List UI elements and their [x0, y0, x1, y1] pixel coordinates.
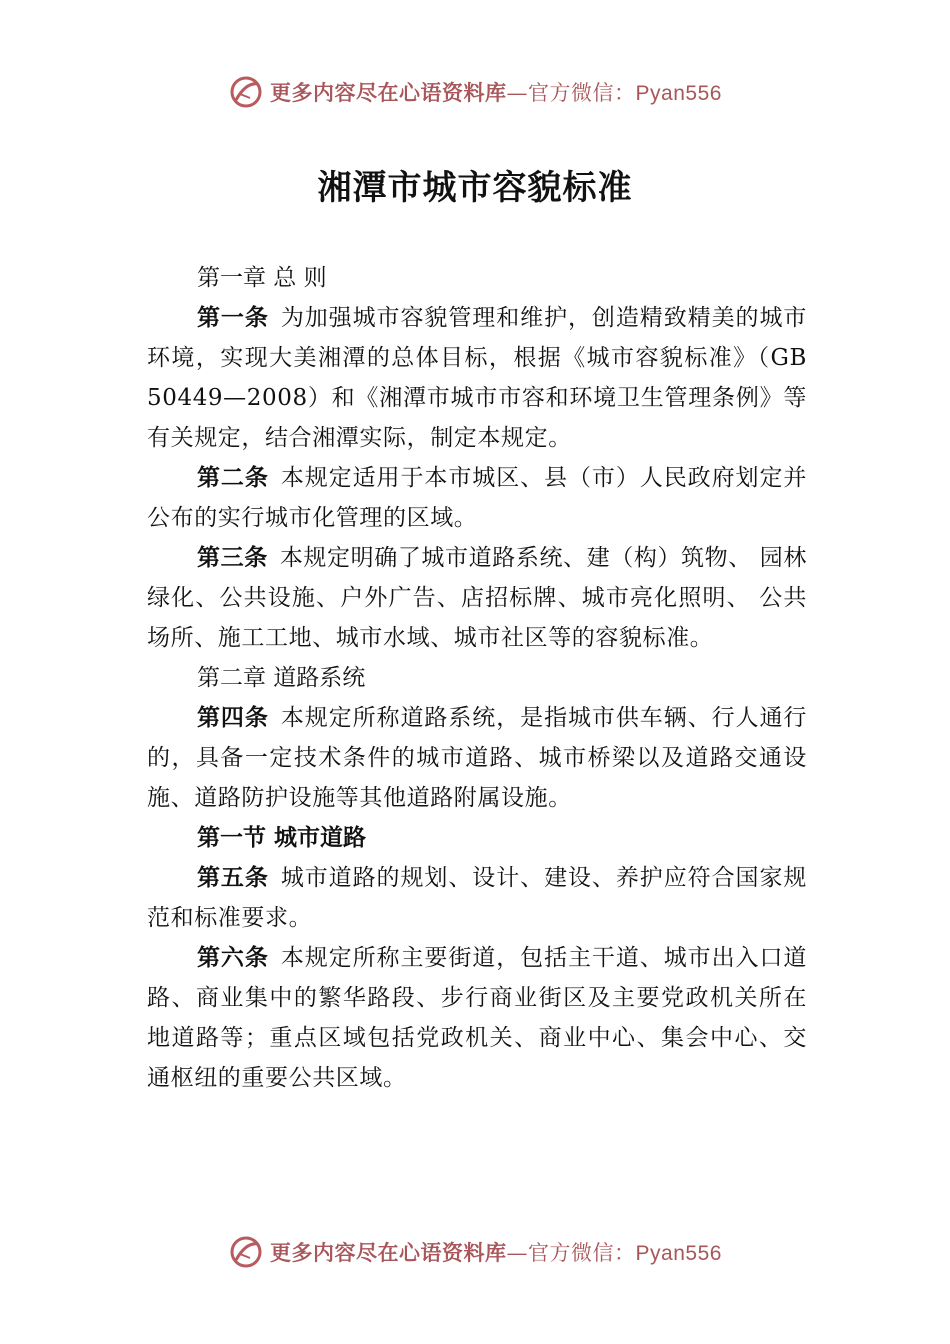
banner-wechat-id: Pyan556: [635, 1242, 722, 1265]
article-text: 本规定明确了城市道路系统、建（构）筑物、 园林绿化、公共设施、户外广告、店招标牌、城市亮化照明、 公共场所、施工工地、城市水域、城市社区等的容貌标准。: [147, 545, 807, 651]
banner-separator: —: [506, 1241, 529, 1265]
article-label: 第三条: [197, 544, 268, 571]
banner-wechat-label: 官方微信：: [528, 81, 636, 105]
banner-wechat-label: 官方微信：: [528, 1241, 636, 1265]
article-text: 为加强城市容貌管理和维护，创造精致精美的城市环境，实现大美湘潭的总体目标，根据《城市容貌标准》（GB 50449—2008）和《湘潭市城市市容和环境卫生管理条例》等有关规定，结合湘潭实际，制定本规定。: [147, 305, 807, 451]
banner-separator: —: [506, 81, 529, 105]
article-paragraph: [147, 698, 807, 818]
article-text: 本规定所称主要街道，包括主干道、城市出入口道路、商业集中的繁华路段、步行商业街区及主要党政机关所在地道路等；重点区域包括党政机关、商业中心、集会中心、交通枢纽的重要公共区域。: [147, 945, 807, 1091]
chapter-heading: 第二章 道路系统: [197, 665, 366, 691]
article-label: 第二条: [197, 464, 269, 491]
article-paragraph: [147, 538, 807, 658]
document-title: 湘潭市城市容貌标准: [317, 168, 633, 208]
banner-main-text: 更多内容尽在心语资料库: [270, 80, 507, 105]
article-label: 第五条: [197, 864, 269, 891]
ink-brush-logo-icon: [228, 74, 264, 110]
article-label: 第一条: [197, 304, 269, 331]
article-text: 本规定所称道路系统，是指城市供车辆、行人通行的，具备一定技术条件的城市道路、城市桥梁以及道路交通设施、道路防护设施等其他道路附属设施。: [147, 705, 807, 811]
article-text: 城市道路的规划、设计、建设、养护应符合国家规范和标准要求。: [147, 865, 807, 931]
footer-banner: [0, 1230, 950, 1274]
header-banner: [0, 70, 950, 114]
ink-brush-logo-icon: [228, 1234, 264, 1270]
article-text: 本规定适用于本市城区、县（市）人民政府划定并公布的实行城市化管理的区域。: [147, 465, 807, 531]
banner-text: [270, 1237, 722, 1267]
chapter-heading: 第一章 总 则: [197, 265, 327, 291]
banner-main-text: 更多内容尽在心语资料库: [270, 1240, 507, 1265]
article-paragraph: [147, 458, 807, 538]
article-label: 第四条: [197, 704, 269, 731]
article-paragraph: [147, 298, 807, 458]
article-paragraph: [147, 858, 807, 938]
article-label: 第六条: [197, 944, 269, 971]
banner-content: [228, 74, 722, 110]
section-heading: 第一节 城市道路: [197, 825, 367, 851]
banner-content: [228, 1234, 722, 1270]
document-body: [147, 258, 807, 1098]
article-paragraph: [147, 938, 807, 1098]
banner-wechat-id: Pyan556: [635, 82, 722, 105]
banner-text: [270, 77, 722, 107]
